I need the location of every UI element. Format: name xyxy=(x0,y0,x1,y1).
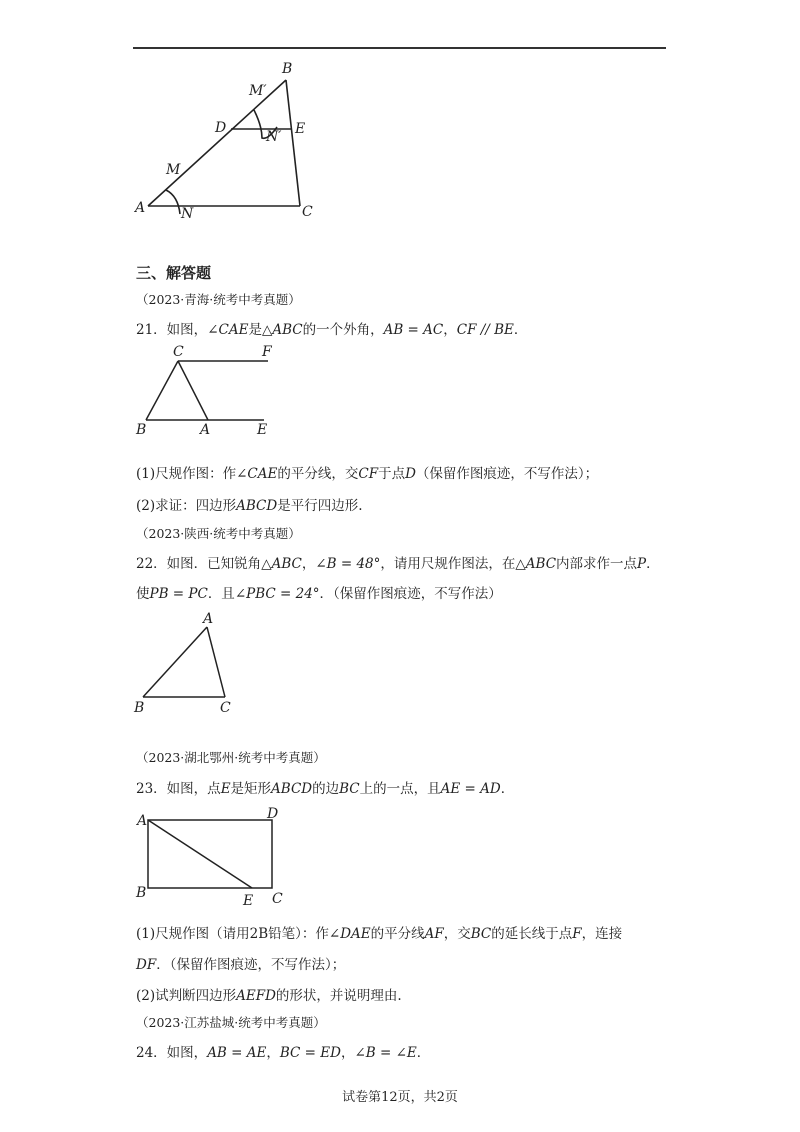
q23-label-C: C xyxy=(272,891,283,907)
q21-label-F: F xyxy=(262,344,272,360)
q23-label-E: E xyxy=(243,893,254,909)
label-A: A xyxy=(135,200,146,216)
label-D: D xyxy=(215,120,227,136)
q23-label-B: B xyxy=(136,885,147,901)
q21-part2: (2)求证：四边形ABCD是平行四边形. xyxy=(136,498,363,514)
q23-line1: 23．如图，点E是矩形ABCD的边BC上的一点，且AE = AD． xyxy=(136,781,515,797)
q23-part2: (2)试判断四边形AEFD的形状，并说明理由. xyxy=(136,988,402,1004)
q21-label-B: B xyxy=(136,422,147,438)
label-N-prime: N′ xyxy=(266,129,282,145)
section-title: 三、解答题 xyxy=(136,264,212,282)
page-footer: 试卷第12页，共2页 xyxy=(342,1090,458,1105)
q23-source: （2023·湖北鄂州·统考中考真题） xyxy=(136,750,326,765)
q21-label-A: A xyxy=(200,422,211,438)
q23-label-A: A xyxy=(137,813,148,829)
q21-label-C: C xyxy=(173,344,184,360)
q22-label-C: C xyxy=(220,700,231,716)
q22-line2: 使PB = PC．且∠PBC = 24°．（保留作图痕迹，不写作法） xyxy=(136,586,502,602)
q22-line1: 22．如图．已知锐角△ABC，∠B = 48°，请用尺规作图法，在△ABC内部求作一点P． xyxy=(136,556,660,572)
q23-part1-line2: DF．（保留作图痕迹，不写作法）； xyxy=(136,957,346,973)
q23-figure xyxy=(0,0,400,910)
q23-part1-line1: (1)尺规作图（请用2B铅笔）：作∠DAE的平分线AF，交BC的延长线于点F，连接 xyxy=(136,926,623,942)
label-M-prime: M′ xyxy=(249,83,267,99)
q24-source: （2023·江苏盐城·统考中考真题） xyxy=(136,1015,326,1030)
q22-source: （2023·陕西·统考中考真题） xyxy=(136,526,301,541)
q21-part1: (1)尺规作图：作∠CAE的平分线，交CF于点D（保留作图痕迹，不写作法）； xyxy=(136,466,599,482)
label-E: E xyxy=(295,121,306,137)
q21-stem: 21．如图，∠CAE是△ABC的一个外角，AB = AC，CF // BE． xyxy=(136,322,528,338)
q21-source: （2023·青海·统考中考真题） xyxy=(136,292,301,307)
q23-label-D: D xyxy=(267,806,279,822)
q22-label-A: A xyxy=(203,611,214,627)
q22-label-B: B xyxy=(134,700,145,716)
label-M: M xyxy=(166,162,181,178)
q21-label-E: E xyxy=(257,422,268,438)
label-C: C xyxy=(302,204,313,220)
label-B: B xyxy=(282,61,293,77)
label-N: N xyxy=(181,206,194,222)
q24-stem: 24．如图，AB = AE，BC = ED，∠B = ∠E． xyxy=(136,1045,431,1061)
